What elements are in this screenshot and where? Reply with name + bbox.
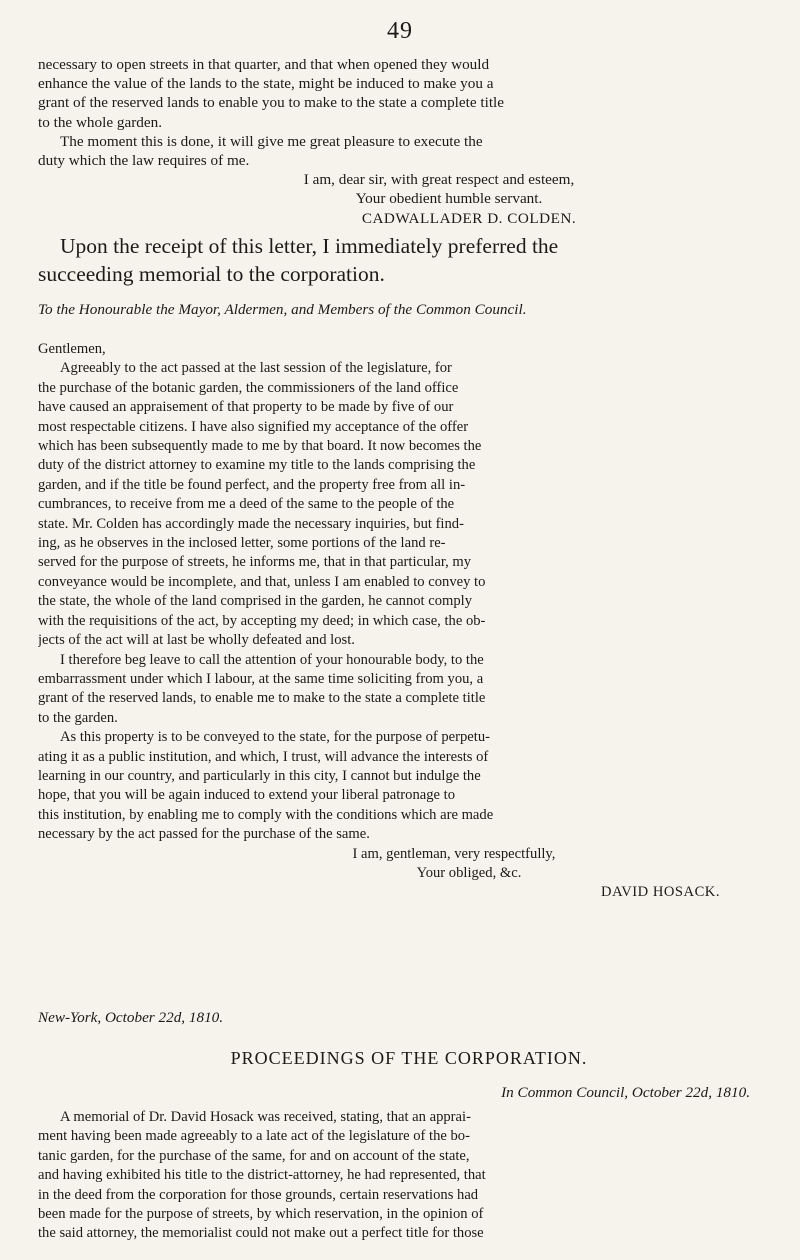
text-line: served for the purpose of streets, he informs me, that in that particular, my: [38, 554, 472, 571]
text-line: Agreeably to the act passed at the last session of the legislature, for: [60, 360, 452, 377]
proceedings-heading: PROCEEDINGS OF THE CORPORATION.: [230, 1048, 588, 1068]
text-line: duty which the law requires of me.: [38, 152, 250, 170]
text-line: and having exhibited his title to the district-attorney, he had represented, that: [38, 1167, 486, 1184]
text-line: conveyance would be incomplete, and that, unless I am enabled to convey to: [38, 573, 486, 590]
text-line: the purchase of the botanic garden, the commissioners of the land office: [38, 379, 459, 396]
dateline: [38, 1008, 780, 1027]
text-line: learning in our country, and particularly in this city, I cannot but indulge the: [38, 767, 481, 784]
text-line: I therefore beg leave to call the attention of your honourable body, to the: [60, 651, 484, 668]
text-line: in the deed from the corporation for those grounds, certain reservations had: [38, 1186, 479, 1203]
text-line: embarrassment under which I labour, at the same time soliciting from you, a: [38, 670, 484, 687]
text-line: ating it as a public institution, and which, I trust, will advance the interests of: [38, 748, 489, 765]
address-line: To the Honourable the Mayor, Aldermen, and Members of the Common Council.: [38, 301, 527, 318]
text-line: this institution, by enabling me to comply with the conditions which are made: [38, 806, 494, 823]
text-line: Upon the receipt of this letter, I immediately preferred the: [60, 234, 559, 258]
text-line: A memorial of Dr. David Hosack was received, stating, that an apprai-: [60, 1109, 471, 1125]
text-line: most respectable citizens. I have also signified my acceptance of the offer: [38, 418, 469, 435]
text-line: to the garden.: [38, 709, 118, 726]
transition-paragraph: [38, 232, 780, 288]
text-line: state. Mr. Colden has accordingly made the necessary inquiries, but find-: [38, 515, 464, 532]
signature-colden: CADWALLADER D. COLDEN.: [361, 209, 577, 227]
text-line: duty of the district attorney to examine my title to the lands comprising the: [38, 457, 476, 474]
text-line: grant of the reserved lands, to enable me to make to the state a complete title: [38, 690, 486, 707]
salutation: Gentlemen,: [38, 341, 106, 357]
closing-line: Your obliged, &c.: [416, 864, 522, 881]
text-line: the state, the whole of the land comprised in the garden, he cannot comply: [38, 593, 473, 610]
text-line: jects of the act will at last be wholly defeated and lost.: [38, 632, 355, 649]
text-line: necessary by the act passed for the purchase of the same.: [38, 826, 370, 843]
text-line: which has been subsequently made to me by that board. It now becomes the: [38, 438, 482, 455]
text-line: necessary to open streets in that quarter, and that when opened they would: [38, 56, 490, 73]
text-line: ment having been made agreeably to a late act of the legislature of the bo-: [38, 1128, 470, 1145]
closing-line: I am, gentleman, very respectfully,: [352, 845, 556, 862]
dateline-text: New-York, October 22d, 1810.: [38, 1009, 224, 1026]
closing-line: Your obedient humble servant.: [355, 190, 543, 208]
closing-line: I am, dear sir, with great respect and esteem,: [303, 171, 575, 189]
proceedings-paragraph: [38, 1108, 780, 1244]
text-line: been made for the purpose of streets, by which reservation, in the opinion of: [38, 1206, 484, 1223]
text-line: hope, that you will be again induced to extend your liberal patronage to: [38, 787, 456, 804]
text-line: succeeding memorial to the corporation.: [38, 262, 385, 286]
text-line: tanic garden, for the purchase of the same, for and on account of the state,: [38, 1147, 470, 1164]
signature-hosack: DAVID HOSACK.: [601, 884, 720, 901]
memorial-body: [38, 340, 780, 903]
text-line: enhance the value of the lands to the state, might be induced to make you a: [38, 75, 494, 93]
text-line: with the requisitions of the act, by accepting my deed; in which case, the ob-: [38, 612, 486, 629]
text-line: ing, as he observes in the inclosed letter, some portions of the land re-: [38, 535, 446, 552]
text-line: garden, and if the title be found perfect, and the property free from all in-: [38, 476, 466, 493]
text-line: the said attorney, the memorialist could not make out a perfect title for those: [38, 1225, 484, 1242]
text-line: have caused an appraisement of that property to be made by five of our: [38, 399, 454, 416]
text-line: to the whole garden.: [38, 113, 162, 131]
letter-continuation: [38, 55, 780, 228]
text-line: The moment this is done, it will give me great pleasure to execute the: [60, 132, 483, 150]
text-line: grant of the reserved lands to enable you to make to the state a complete title: [38, 94, 505, 112]
text-line: cumbrances, to receive from me a deed of the same to the people of the: [38, 496, 455, 513]
text-line: As this property is to be conveyed to the state, for the purpose of perpetu-: [60, 729, 490, 746]
page-number: 49: [387, 18, 413, 44]
memorial-address: [38, 300, 780, 319]
council-date: In Common Council, October 22d, 1810.: [501, 1084, 750, 1101]
